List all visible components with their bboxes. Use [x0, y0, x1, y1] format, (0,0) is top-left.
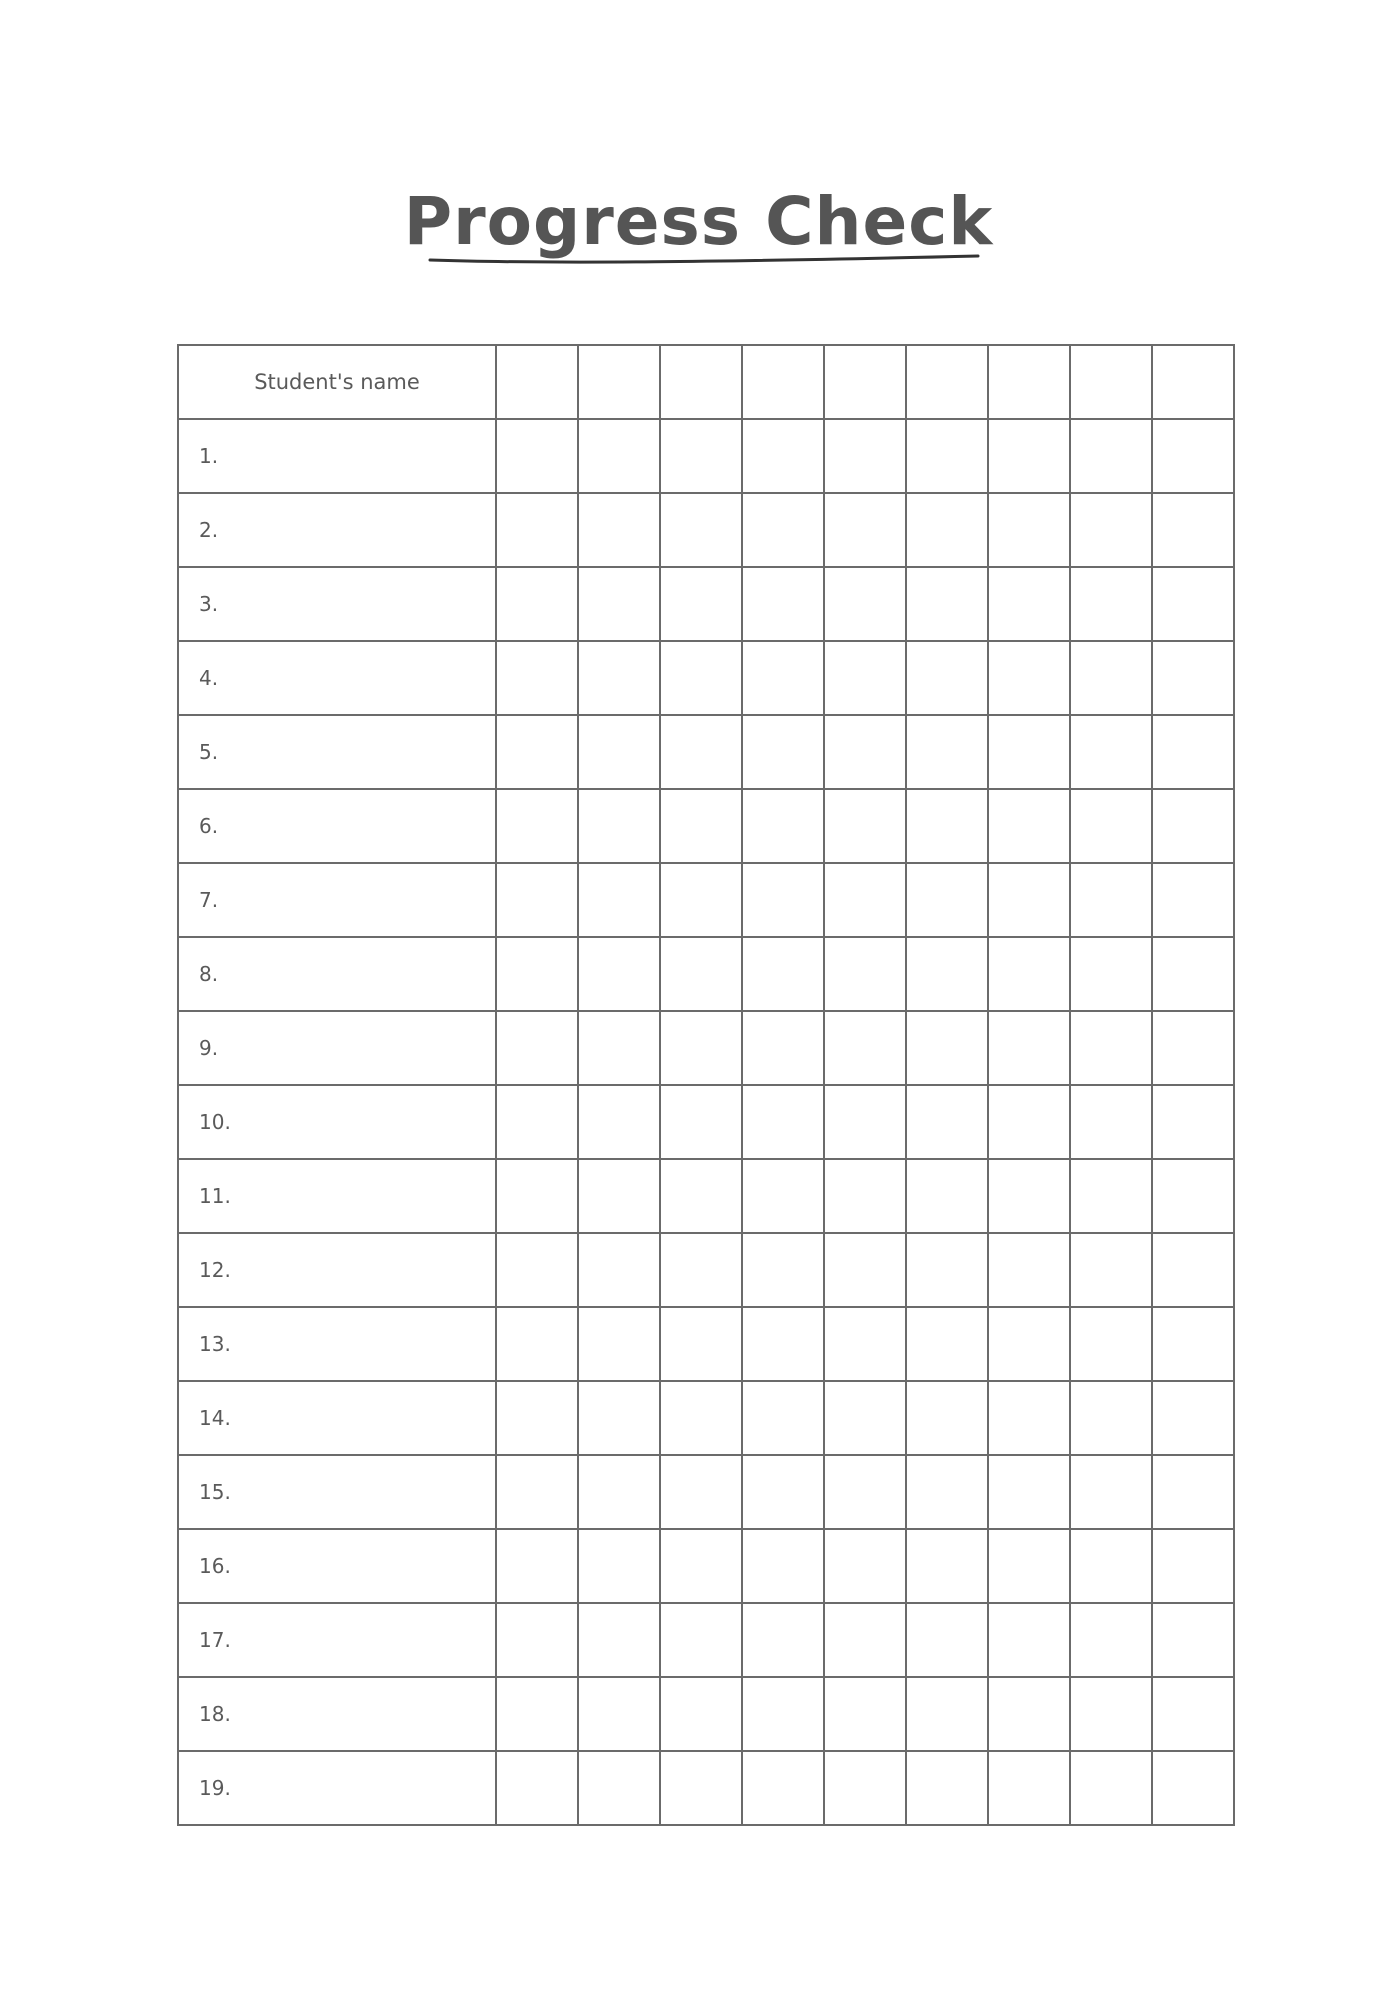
progress-check-cell[interactable] — [1070, 1603, 1152, 1677]
progress-check-cell[interactable] — [1152, 1085, 1234, 1159]
progress-check-cell[interactable] — [824, 567, 906, 641]
progress-check-cell[interactable] — [906, 1011, 988, 1085]
progress-check-cell[interactable] — [988, 493, 1070, 567]
header-check-cell[interactable] — [824, 345, 906, 419]
progress-check-cell[interactable] — [1070, 937, 1152, 1011]
progress-check-cell[interactable] — [742, 1751, 824, 1825]
progress-check-cell[interactable] — [660, 1011, 742, 1085]
progress-check-cell[interactable] — [742, 715, 824, 789]
progress-check-cell[interactable] — [578, 1529, 660, 1603]
header-check-cell[interactable] — [496, 345, 578, 419]
row-number: 15. — [199, 1480, 231, 1504]
table-row — [178, 937, 1234, 1011]
progress-check-cell[interactable] — [1152, 1233, 1234, 1307]
progress-check-cell[interactable] — [906, 863, 988, 937]
progress-check-cell[interactable] — [742, 567, 824, 641]
progress-check-cell[interactable] — [988, 1085, 1070, 1159]
progress-check-cell[interactable] — [824, 715, 906, 789]
title-underline — [428, 250, 980, 270]
progress-check-cell[interactable] — [906, 493, 988, 567]
progress-check-cell[interactable] — [988, 567, 1070, 641]
student-name-cell[interactable] — [178, 641, 496, 715]
table-row — [178, 1455, 1234, 1529]
row-number: 19. — [199, 1776, 231, 1800]
progress-check-cell[interactable] — [1152, 1751, 1234, 1825]
progress-check-cell[interactable] — [1070, 1085, 1152, 1159]
progress-check-cell[interactable] — [1070, 789, 1152, 863]
progress-check-cell[interactable] — [1152, 1529, 1234, 1603]
progress-check-cell[interactable] — [742, 1159, 824, 1233]
progress-check-cell[interactable] — [496, 1085, 578, 1159]
progress-check-cell[interactable] — [742, 1677, 824, 1751]
progress-check-cell[interactable] — [906, 789, 988, 863]
progress-check-cell[interactable] — [906, 641, 988, 715]
table-row — [178, 1233, 1234, 1307]
progress-check-cell[interactable] — [578, 1677, 660, 1751]
progress-check-cell[interactable] — [578, 1455, 660, 1529]
progress-check-cell[interactable] — [742, 493, 824, 567]
progress-check-cell[interactable] — [578, 863, 660, 937]
progress-check-cell[interactable] — [1070, 1011, 1152, 1085]
header-check-cell[interactable] — [1070, 345, 1152, 419]
progress-check-cell[interactable] — [1070, 567, 1152, 641]
progress-check-cell[interactable] — [578, 1159, 660, 1233]
progress-check-cell[interactable] — [1070, 1159, 1152, 1233]
page-title: Progress Check — [403, 183, 994, 261]
progress-check-cell[interactable] — [660, 567, 742, 641]
progress-check-cell[interactable] — [1070, 493, 1152, 567]
progress-check-cell[interactable] — [824, 1159, 906, 1233]
row-number: 11. — [199, 1184, 231, 1208]
table-row — [178, 1529, 1234, 1603]
progress-check-cell[interactable] — [988, 715, 1070, 789]
table-row — [178, 1603, 1234, 1677]
progress-check-cell[interactable] — [496, 641, 578, 715]
progress-check-cell[interactable] — [496, 1011, 578, 1085]
row-number: 9. — [199, 1036, 219, 1060]
progress-check-cell[interactable] — [742, 1529, 824, 1603]
progress-check-cell[interactable] — [824, 1233, 906, 1307]
progress-check-cell[interactable] — [742, 1603, 824, 1677]
progress-check-cell[interactable] — [906, 1751, 988, 1825]
row-number: 5. — [199, 740, 219, 764]
table-row — [178, 1011, 1234, 1085]
progress-check-cell[interactable] — [496, 937, 578, 1011]
progress-check-cell[interactable] — [906, 567, 988, 641]
table-row — [178, 1159, 1234, 1233]
progress-check-cell[interactable] — [1152, 1011, 1234, 1085]
student-name-cell[interactable] — [178, 1085, 496, 1159]
progress-check-cell[interactable] — [988, 419, 1070, 493]
progress-check-cell[interactable] — [824, 1381, 906, 1455]
progress-table — [177, 344, 1235, 1826]
progress-check-cell[interactable] — [660, 789, 742, 863]
student-name-cell[interactable] — [178, 789, 496, 863]
row-number: 17. — [199, 1628, 231, 1652]
student-name-cell[interactable] — [178, 493, 496, 567]
progress-check-cell[interactable] — [578, 1751, 660, 1825]
progress-check-cell[interactable] — [496, 1751, 578, 1825]
row-number: 7. — [199, 888, 219, 912]
header-check-cell[interactable] — [742, 345, 824, 419]
row-number: 18. — [199, 1702, 231, 1726]
progress-check-cell[interactable] — [742, 641, 824, 715]
row-number: 10. — [199, 1110, 231, 1134]
progress-check-cell[interactable] — [824, 937, 906, 1011]
progress-check-cell[interactable] — [578, 493, 660, 567]
progress-check-cell[interactable] — [742, 1085, 824, 1159]
progress-check-cell[interactable] — [906, 1603, 988, 1677]
student-name-cell[interactable] — [178, 1603, 496, 1677]
student-name-cell[interactable] — [178, 1677, 496, 1751]
progress-check-cell[interactable] — [660, 863, 742, 937]
student-name-header: Student's name — [178, 345, 496, 419]
progress-check-cell[interactable] — [988, 1011, 1070, 1085]
progress-check-cell[interactable] — [824, 419, 906, 493]
progress-check-cell[interactable] — [1152, 1603, 1234, 1677]
progress-check-cell[interactable] — [496, 567, 578, 641]
progress-check-cell[interactable] — [988, 1159, 1070, 1233]
progress-check-cell[interactable] — [906, 715, 988, 789]
progress-check-cell[interactable] — [660, 1233, 742, 1307]
progress-check-cell[interactable] — [988, 1751, 1070, 1825]
progress-check-cell[interactable] — [824, 1307, 906, 1381]
student-name-cell[interactable] — [178, 715, 496, 789]
progress-check-cell[interactable] — [906, 419, 988, 493]
row-number: 2. — [199, 518, 219, 542]
progress-check-cell[interactable] — [660, 1307, 742, 1381]
progress-check-cell[interactable] — [988, 863, 1070, 937]
progress-check-cell[interactable] — [742, 937, 824, 1011]
table-row — [178, 493, 1234, 567]
progress-check-cell[interactable] — [742, 1233, 824, 1307]
row-number: 1. — [199, 444, 219, 468]
progress-check-cell[interactable] — [906, 1085, 988, 1159]
progress-check-cell[interactable] — [1152, 789, 1234, 863]
row-number: 14. — [199, 1406, 231, 1430]
progress-check-cell[interactable] — [578, 715, 660, 789]
progress-check-cell[interactable] — [1070, 1529, 1152, 1603]
progress-check-cell[interactable] — [906, 1159, 988, 1233]
progress-check-cell[interactable] — [824, 493, 906, 567]
progress-check-cell[interactable] — [660, 715, 742, 789]
progress-check-cell[interactable] — [1070, 641, 1152, 715]
table-row — [178, 567, 1234, 641]
progress-check-cell[interactable] — [1152, 1455, 1234, 1529]
header-check-cell[interactable] — [1152, 345, 1234, 419]
row-number: 3. — [199, 592, 219, 616]
progress-check-cell[interactable] — [824, 1085, 906, 1159]
header-check-cell[interactable] — [988, 345, 1070, 419]
progress-check-cell[interactable] — [742, 1455, 824, 1529]
progress-check-cell[interactable] — [1070, 1381, 1152, 1455]
progress-check-cell[interactable] — [1070, 1455, 1152, 1529]
progress-check-cell[interactable] — [988, 1677, 1070, 1751]
progress-check-cell[interactable] — [660, 1677, 742, 1751]
header-row — [178, 345, 1234, 419]
progress-check-cell[interactable] — [1152, 1677, 1234, 1751]
progress-check-cell[interactable] — [1152, 1307, 1234, 1381]
progress-check-cell[interactable] — [496, 715, 578, 789]
progress-check-cell[interactable] — [988, 789, 1070, 863]
progress-check-cell[interactable] — [1152, 1381, 1234, 1455]
progress-check-cell[interactable] — [906, 1381, 988, 1455]
progress-check-cell[interactable] — [1070, 1233, 1152, 1307]
progress-check-cell[interactable] — [824, 789, 906, 863]
progress-check-cell[interactable] — [906, 1307, 988, 1381]
progress-check-cell[interactable] — [824, 641, 906, 715]
progress-check-cell[interactable] — [1070, 1677, 1152, 1751]
progress-check-cell[interactable] — [660, 419, 742, 493]
progress-check-cell[interactable] — [824, 1529, 906, 1603]
table-row — [178, 419, 1234, 493]
student-name-cell[interactable] — [178, 1751, 496, 1825]
progress-check-cell[interactable] — [660, 1159, 742, 1233]
student-name-cell[interactable] — [178, 1529, 496, 1603]
student-name-cell[interactable] — [178, 1011, 496, 1085]
progress-check-cell[interactable] — [988, 641, 1070, 715]
progress-check-cell[interactable] — [578, 1011, 660, 1085]
progress-check-cell[interactable] — [906, 1233, 988, 1307]
progress-check-cell[interactable] — [660, 1751, 742, 1825]
header-check-cell[interactable] — [578, 345, 660, 419]
table-row — [178, 715, 1234, 789]
progress-check-cell[interactable] — [496, 863, 578, 937]
progress-check-cell[interactable] — [824, 863, 906, 937]
progress-check-cell[interactable] — [660, 1381, 742, 1455]
progress-check-cell[interactable] — [1152, 715, 1234, 789]
table-row — [178, 1085, 1234, 1159]
progress-check-cell[interactable] — [496, 1159, 578, 1233]
progress-check-cell[interactable] — [496, 1455, 578, 1529]
table-row — [178, 789, 1234, 863]
table-row — [178, 863, 1234, 937]
progress-check-cell[interactable] — [578, 1307, 660, 1381]
progress-check-cell[interactable] — [496, 1307, 578, 1381]
progress-check-cell[interactable] — [660, 1529, 742, 1603]
progress-check-cell[interactable] — [824, 1677, 906, 1751]
student-name-cell[interactable] — [178, 1233, 496, 1307]
row-number: 4. — [199, 666, 219, 690]
progress-check-cell[interactable] — [742, 1307, 824, 1381]
progress-check-cell[interactable] — [988, 1233, 1070, 1307]
progress-check-cell[interactable] — [660, 1603, 742, 1677]
progress-check-cell[interactable] — [742, 1011, 824, 1085]
progress-check-cell[interactable] — [988, 1381, 1070, 1455]
progress-table-body — [178, 345, 1234, 1825]
progress-check-cell[interactable] — [496, 419, 578, 493]
progress-check-cell[interactable] — [660, 641, 742, 715]
progress-check-cell[interactable] — [1152, 937, 1234, 1011]
progress-check-cell[interactable] — [496, 1677, 578, 1751]
header-check-cell[interactable] — [660, 345, 742, 419]
progress-check-cell[interactable] — [742, 1381, 824, 1455]
progress-check-cell[interactable] — [496, 1529, 578, 1603]
table-row — [178, 1307, 1234, 1381]
progress-check-cell[interactable] — [1152, 567, 1234, 641]
student-name-cell[interactable] — [178, 567, 496, 641]
progress-check-cell[interactable] — [1070, 1307, 1152, 1381]
progress-check-cell[interactable] — [1152, 641, 1234, 715]
row-number: 8. — [199, 962, 219, 986]
student-name-cell[interactable] — [178, 1455, 496, 1529]
progress-check-cell[interactable] — [578, 1085, 660, 1159]
progress-check-cell[interactable] — [496, 1603, 578, 1677]
table-row — [178, 1751, 1234, 1825]
progress-check-cell[interactable] — [496, 1233, 578, 1307]
progress-check-cell[interactable] — [578, 789, 660, 863]
progress-check-cell[interactable] — [824, 1455, 906, 1529]
progress-check-cell[interactable] — [578, 937, 660, 1011]
progress-check-cell[interactable] — [906, 1455, 988, 1529]
row-number: 12. — [199, 1258, 231, 1282]
progress-check-cell[interactable] — [906, 1677, 988, 1751]
progress-check-cell[interactable] — [578, 567, 660, 641]
row-number: 6. — [199, 814, 219, 838]
progress-check-cell[interactable] — [1070, 1751, 1152, 1825]
header-check-cell[interactable] — [906, 345, 988, 419]
progress-check-cell[interactable] — [578, 1381, 660, 1455]
progress-check-cell[interactable] — [988, 1529, 1070, 1603]
progress-check-cell[interactable] — [578, 641, 660, 715]
table-row — [178, 1381, 1234, 1455]
student-name-cell[interactable] — [178, 937, 496, 1011]
progress-check-cell[interactable] — [906, 937, 988, 1011]
progress-check-cell[interactable] — [988, 1455, 1070, 1529]
row-number: 13. — [199, 1332, 231, 1356]
progress-check-cell[interactable] — [824, 1751, 906, 1825]
progress-check-cell[interactable] — [742, 419, 824, 493]
progress-check-cell[interactable] — [496, 493, 578, 567]
progress-check-cell[interactable] — [578, 1233, 660, 1307]
progress-check-cell[interactable] — [496, 1381, 578, 1455]
progress-check-cell[interactable] — [906, 1529, 988, 1603]
progress-check-cell[interactable] — [742, 863, 824, 937]
progress-check-cell[interactable] — [1152, 419, 1234, 493]
progress-check-cell[interactable] — [1152, 863, 1234, 937]
table-row — [178, 641, 1234, 715]
progress-check-cell[interactable] — [742, 789, 824, 863]
student-name-cell[interactable] — [178, 1159, 496, 1233]
progress-check-cell[interactable] — [988, 937, 1070, 1011]
progress-check-cell[interactable] — [988, 1307, 1070, 1381]
progress-check-cell[interactable] — [1070, 863, 1152, 937]
progress-check-cell[interactable] — [660, 937, 742, 1011]
progress-check-cell[interactable] — [660, 493, 742, 567]
progress-check-cell[interactable] — [496, 789, 578, 863]
student-name-cell[interactable] — [178, 1307, 496, 1381]
table-row — [178, 1677, 1234, 1751]
progress-check-cell[interactable] — [1070, 419, 1152, 493]
progress-check-cell[interactable] — [988, 1603, 1070, 1677]
progress-check-cell[interactable] — [1070, 715, 1152, 789]
progress-check-cell[interactable] — [1152, 493, 1234, 567]
student-name-cell[interactable] — [178, 1381, 496, 1455]
student-name-cell[interactable] — [178, 419, 496, 493]
progress-check-cell[interactable] — [1152, 1159, 1234, 1233]
progress-check-cell[interactable] — [660, 1085, 742, 1159]
student-name-cell[interactable] — [178, 863, 496, 937]
progress-check-cell[interactable] — [660, 1455, 742, 1529]
progress-check-cell[interactable] — [824, 1603, 906, 1677]
progress-check-cell[interactable] — [578, 1603, 660, 1677]
progress-check-cell[interactable] — [578, 419, 660, 493]
progress-check-cell[interactable] — [824, 1011, 906, 1085]
row-number: 16. — [199, 1554, 231, 1578]
